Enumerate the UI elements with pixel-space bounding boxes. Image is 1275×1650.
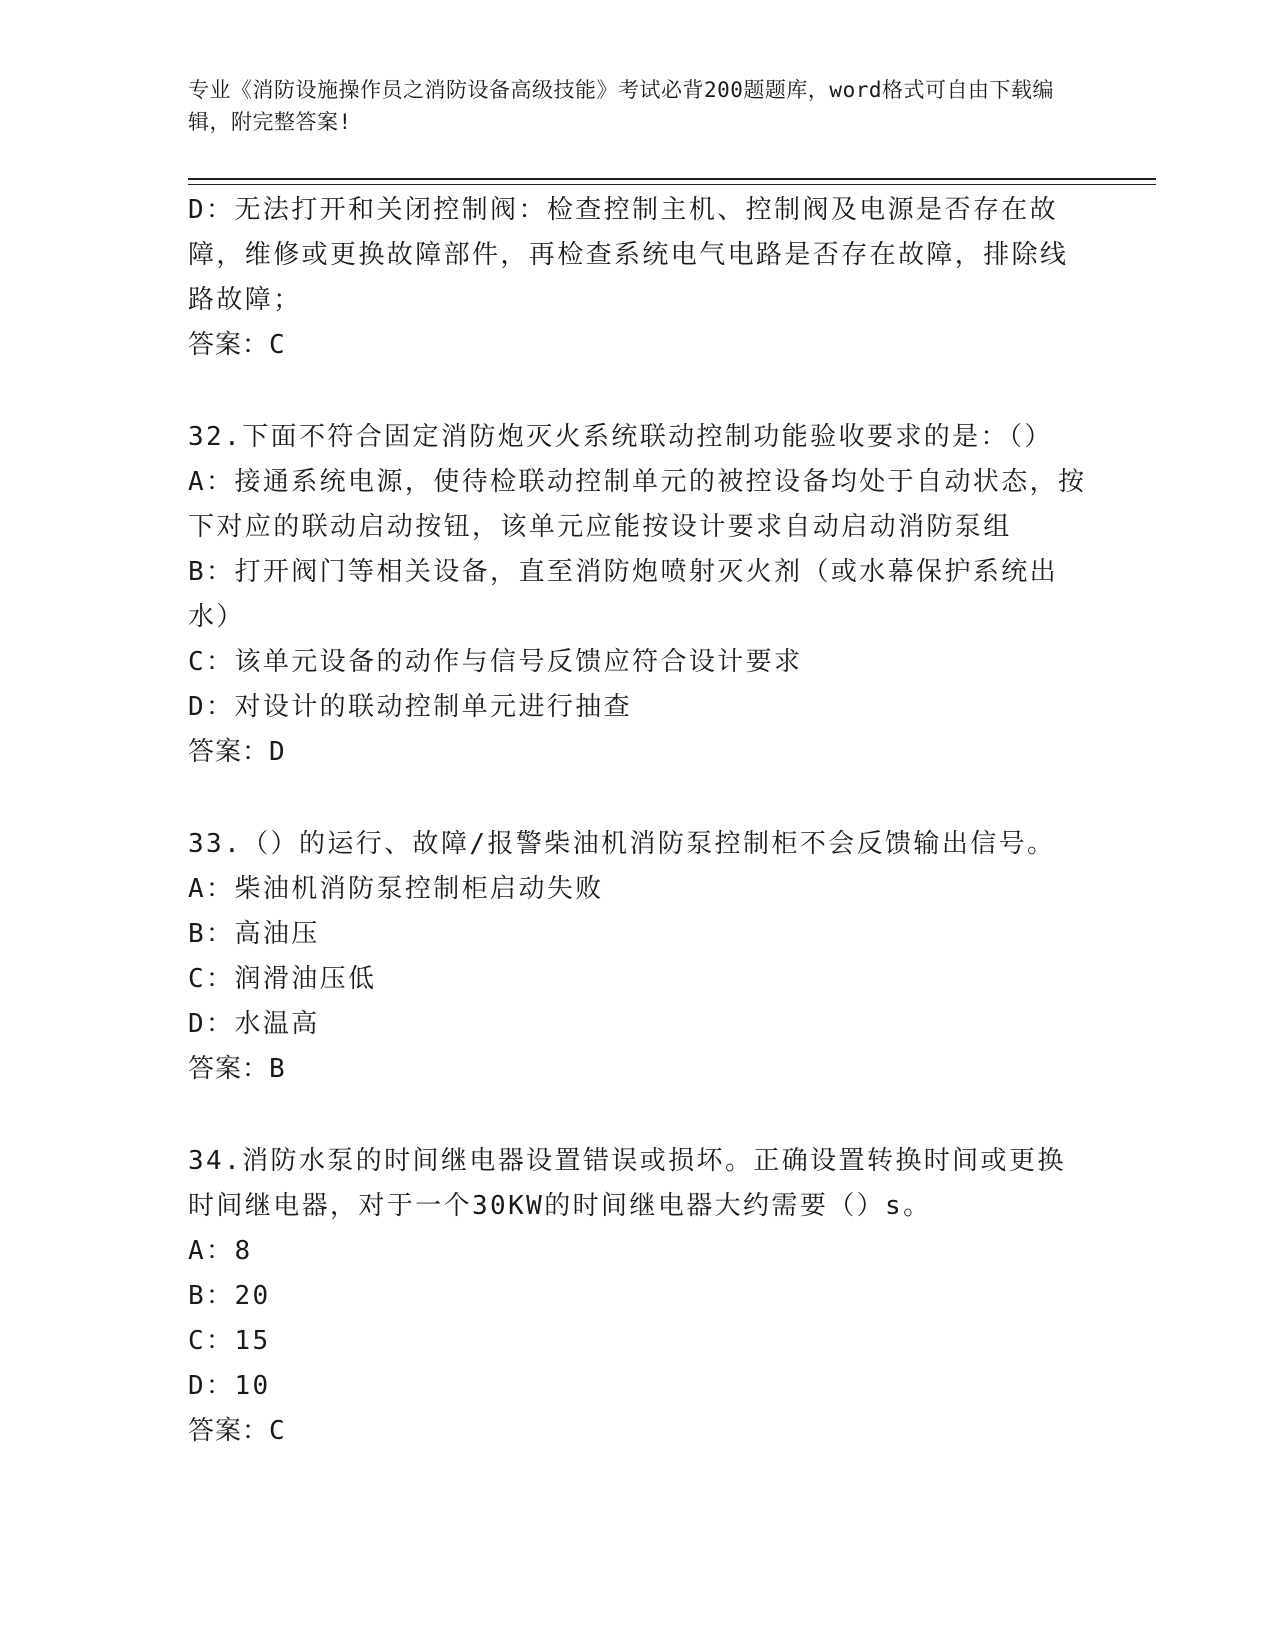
- option-a: A：8: [188, 1236, 253, 1266]
- option-d: D：水温高: [188, 1009, 320, 1039]
- spacer: [188, 1092, 1088, 1139]
- header-divider-thin: [188, 184, 1156, 185]
- question-stem: 34.消防水泵的时间继电器设置错误或损坏。正确设置转换时间或更换时间继电器，对于一个30KW的时间继电器大约需要（）s。: [188, 1146, 1066, 1221]
- header-divider-thick: [188, 178, 1156, 180]
- option-a: A：柴油机消防泵控制柜启动失败: [188, 874, 604, 904]
- question-33: [188, 822, 1088, 1092]
- spacer: [188, 775, 1088, 822]
- option-b: B：打开阀门等相关设备，直至消防炮喷射灭火剂（或水幕保护系统出水）: [188, 557, 1059, 632]
- option-c: C：该单元设备的动作与信号反馈应符合设计要求: [188, 647, 803, 677]
- option-b: B：高油压: [188, 919, 320, 949]
- question-stem: 32.下面不符合固定消防炮灭火系统联动控制功能验收要求的是：（）: [188, 422, 1053, 452]
- question-fragment: [188, 188, 1088, 368]
- option-d: D：无法打开和关闭控制阀：检查控制主机、控制阀及电源是否存在故障，维修或更换故障部件，再检查系统电气电路是否存在故障，排除线路故障；: [188, 195, 1069, 315]
- answer-line: 答案：C: [188, 330, 286, 360]
- option-b: B：20: [188, 1281, 271, 1311]
- answer-line: 答案：D: [188, 737, 286, 767]
- option-d: D：10: [188, 1371, 271, 1401]
- answer-line: 答案：C: [188, 1416, 286, 1446]
- question-stem: 33.（）的运行、故障/报警柴油机消防泵控制柜不会反馈输出信号。: [188, 829, 1056, 859]
- page-header: 专业《消防设施操作员之消防设备高级技能》考试必背200题题库，word格式可自由下载编辑，附完整答案!: [188, 78, 1054, 134]
- question-34: [188, 1139, 1088, 1454]
- option-c: C：润滑油压低: [188, 964, 377, 994]
- option-a: A：接通系统电源，使待检联动控制单元的被控设备均处于自动状态，按下对应的联动启动按钮，该单元应能按设计要求自动启动消防泵组: [188, 467, 1087, 542]
- question-list: [188, 188, 1088, 1454]
- option-d: D：对设计的联动控制单元进行抽查: [188, 692, 633, 722]
- answer-line: 答案：B: [188, 1054, 286, 1084]
- question-32: [188, 415, 1088, 775]
- option-c: C：15: [188, 1326, 271, 1356]
- spacer: [188, 368, 1088, 415]
